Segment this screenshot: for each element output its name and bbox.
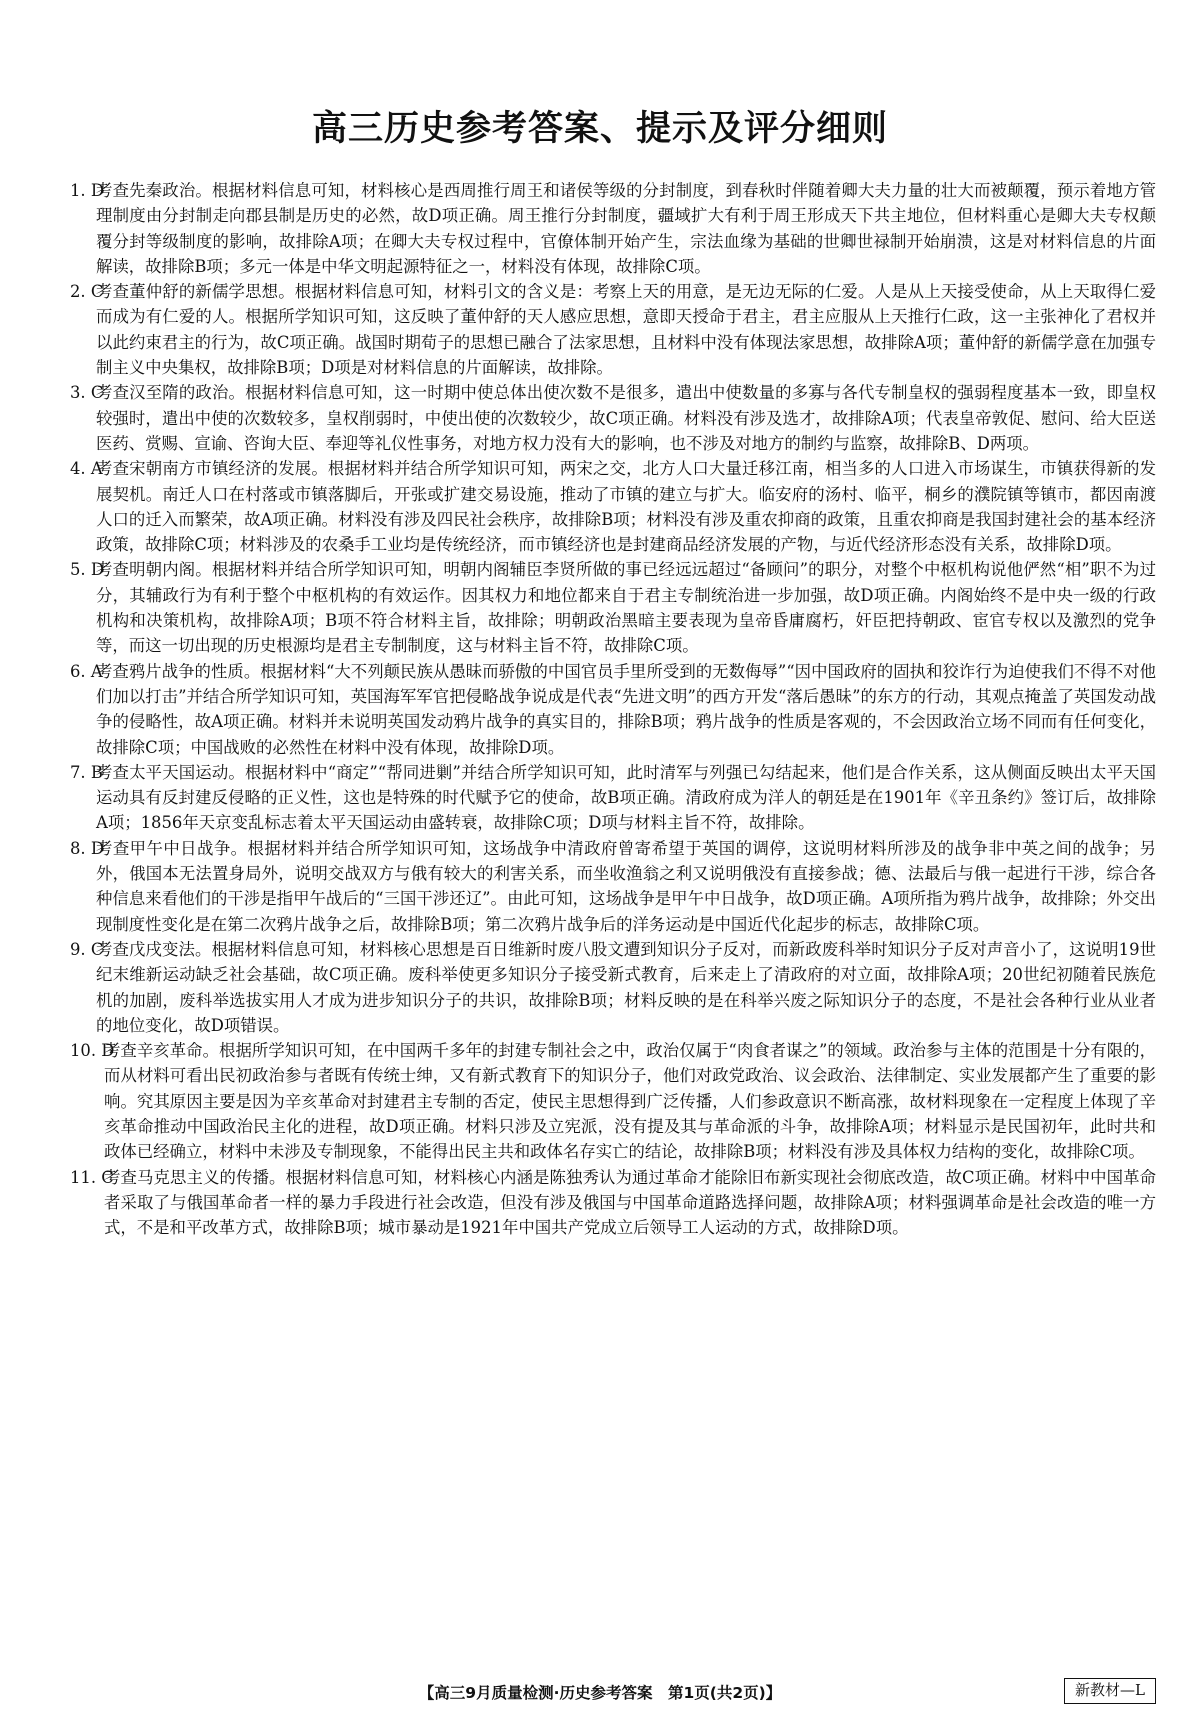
answer-item-3: [70, 380, 1156, 456]
answer-number: 5. D: [70, 560, 104, 580]
answer-item-5: [70, 557, 1156, 658]
answer-item-1: [70, 178, 1156, 279]
answer-text: 考查鸦片战争的性质。根据材料“大不列颠民族从愚昧而骄傲的中国官员手里所受到的无数侮辱”“因中国政府的固执和狡诈行为迫使我们不得不对他们加以打击”并结合所学知识可知，英国海军军官把侵略战争说成是代表“先进文明”的西方开发“落后愚昧”的东方的行动，其观点掩盖了英国发动战争的侵略性，故A项正确。材料并未说明英国发动鸦片战争的真实目的，排除B项；鸦片战争的性质是客观的，不会因政治立场不同而有任何变化，故排除C项；中国战败的必然性在材料中没有体现，故排除D项。: [96, 661, 1156, 757]
answer-text: 考查董仲舒的新儒学思想。根据材料信息可知，材料引文的含义是：考察上天的用意，是无边无际的仁爱。人是从上天接受使命，从上天取得仁爱而成为有仁爱的人。根据所学知识可知，这反映了董仲舒的天人感应思想，意即天授命于君主，君主应服从上天推行仁政，这一主张神化了君权并以此约束君主的行为，故C项正确。战国时期荀子的思想已融合了法家思想，且材料中没有体现法家思想，故排除A项；董仲舒的新儒学意在加强专制主义中央集权，故排除B项；D项是对材料信息的片面解读，故排除。: [96, 282, 1156, 378]
answer-text: 考查先秦政治。根据材料信息可知，材料核心是西周推行周王和诸侯等级的分封制度，到春秋时伴随着卿大夫力量的壮大而被颠覆，预示着地方管理制度由分封制走向郡县制是历史的必然，故D项正确。周王推行分封制度，疆域扩大有利于周王形成天下共主地位，但材料重心是卿大夫专权颠覆分封等级制度的影响，故排除A项；在卿大夫专权过程中，官僚体制开始产生，宗法血缘为基础的世卿世禄制开始崩溃，这是对材料信息的片面解读，故排除B项；多元一体是中华文明起源特征之一，材料没有体现，故排除C项。: [96, 181, 1156, 276]
answer-text: 考查甲午中日战争。根据材料并结合所学知识可知，这场战争中清政府曾寄希望于英国的调停，这说明材料所涉及的战争非中英之间的战争；另外，俄国本无法置身局外，说明交战双方与俄有较大的利害关系，而坐收渔翁之利又说明俄没有直接参战；德、法最后与俄一起进行干涉，综合各种信息来看他们的干涉是指甲午战后的“三国干涉还辽”。由此可知，这场战争是甲午中日战争，故D项正确。A项所指为鸦片战争，故排除；外交出现制度性变化是在第二次鸦片战争之后，故排除B项；第二次鸦片战争后的洋务运动是中国近代化起步的标志，故排除C项。: [96, 838, 1156, 934]
answer-text: 考查汉至隋的政治。根据材料信息可知，这一时期中使总体出使次数不是很多，遣出中使数量的多寡与各代专制皇权的强弱程度基本一致，即皇权较强时，遣出中使的次数较多，皇权削弱时，中使出使的次数较少，故C项正确。材料没有涉及选才，故排除A项；代表皇帝敦促、慰问、给大臣送医药、赏赐、宣谕、咨询大臣、奉迎等礼仪性事务，对地方权力没有大的影响，也不涉及对地方的制约与监察，故排除B、D两项。: [96, 383, 1156, 453]
edition-tag: 新教材—L: [1064, 1678, 1156, 1704]
answer-item-4: [70, 456, 1156, 557]
answer-number: 2. C: [70, 282, 104, 302]
answer-item-9: [70, 937, 1156, 1038]
answer-item-10: [70, 1038, 1156, 1164]
answer-item-2: [70, 279, 1156, 380]
answer-item-6: [70, 659, 1156, 760]
answer-text: 考查戊戌变法。根据材料信息可知，材料核心思想是百日维新时废八股文遭到知识分子反对，而新政废科举时知识分子反对声音小了，这说明19世纪末维新运动缺乏社会基础，故C项正确。废科举使更多知识分子接受新式教育，后来走上了清政府的对立面，故排除A项；20世纪初随着民族危机的加剧，废科举选拔实用人才成为进步知识分子的共识，故排除B项；材料反映的是在科举兴废之际知识分子的态度，不是社会各种行业从业者的地位变化，故D项错误。: [96, 939, 1156, 1035]
footer-page-info: 【高三9月质量检测·历史参考答案 第1页(共2页)】: [418, 1684, 782, 1702]
answer-number: 9. C: [70, 939, 104, 959]
answer-text: 考查辛亥革命。根据所学知识可知，在中国两千多年的封建专制社会之中，政治仅属于“肉食者谋之”的领域。政治参与主体的范围是十分有限的，而从材料可看出民初政治参与者既有传统士绅，又有新式教育下的知识分子，他们对政党政治、议会政治、法律制定、实业发展都产生了重要的影响。究其原因主要是因为辛亥革命对封建君主专制的否定，使民主思想得到广泛传播，人们参政意识不断高涨，故材料现象在一定程度上体现了辛亥革命推动中国政治民主化的进程，故D项正确。材料只涉及立宪派，没有提及其与革命派的斗争，故排除A项；材料显示是民国初年，此时共和政体已经确立，材料中未涉及专制现象，不能得出民主共和政体名存实亡的结论，故排除B项；材料没有涉及具体权力结构的变化，故排除C项。: [104, 1041, 1156, 1162]
answer-text: 考查太平天国运动。根据材料中“商定”“帮同进剿”并结合所学知识可知，此时清军与列强已勾结起来，他们是合作关系，这从侧面反映出太平天国运动具有反封建反侵略的正义性，这也是特殊的时代赋予它的使命，故B项正确。清政府成为洋人的朝廷是在1901年《辛丑条约》签订后，故排除A项；1856年天京变乱标志着太平天国运动由盛转衰，故排除C项；D项与材料主旨不符，故排除。: [96, 762, 1156, 833]
answer-text: 考查明朝内阁。根据材料并结合所学知识可知，明朝内阁辅臣李贤所做的事已经远远超过“备顾问”的职分，对整个中枢机构说他俨然“相”职不为过分，其辅政行为有利于整个中枢机构的有效运作。因其权力和地位都来自于君主专制统治进一步加强，故D项正确。内阁始终不是中央一级的行政机构和决策机构，故排除A项；B项不符合材料主旨，故排除；明朝政治黑暗主要表现为皇帝昏庸腐朽，奸臣把持朝政、宦官专权以及激烈的党争等，而这一切出现的历史根源均是君主专制制度，这与材料主旨不符，故排除C项。: [96, 560, 1156, 656]
answer-number: 10. D: [70, 1041, 115, 1061]
answer-text: 考查马克思主义的传播。根据材料信息可知，材料核心内涵是陈独秀认为通过革命才能除旧布新实现社会彻底改造，故C项正确。材料中中国革命者采取了与俄国革命者一样的暴力手段进行社会改造，但没有涉及俄国与中国革命道路选择问题，故排除A项；材料强调革命是社会改造的唯一方式，不是和平改革方式，故排除B项；城市暴动是1921年中国共产党成立后领导工人运动的方式，故排除D项。: [104, 1167, 1156, 1238]
answer-list: [70, 178, 1156, 1240]
answer-number: 6. A: [70, 661, 103, 681]
answer-text: 考查宋朝南方市镇经济的发展。根据材料并结合所学知识可知，两宋之交，北方人口大量迁移江南，相当多的人口进入市场谋生，市镇获得新的发展契机。南迁人口在村落或市镇落脚后，开张或扩建交易设施，推动了市镇的建立与扩大。临安府的汤村、临平，桐乡的濮院镇等镇市，都因南渡人口的迁入而繁荣，故A项正确。材料没有涉及四民社会秩序，故排除B项；材料没有涉及重农抑商的政策，且重农抑商是我国封建社会的基本经济政策，故排除C项；材料涉及的农桑手工业均是传统经济，而市镇经济也是封建商品经济发展的产物，与近代经济形态没有关系，故排除D项。: [96, 459, 1156, 555]
answer-number: 11. C: [70, 1167, 114, 1187]
answer-item-8: [70, 836, 1156, 937]
answer-number: 3. C: [70, 383, 104, 403]
page-footer: [0, 1677, 1200, 1707]
answer-number: 4. A: [70, 459, 103, 479]
page-title: 高三历史参考答案、提示及评分细则: [311, 109, 888, 149]
answer-item-7: [70, 760, 1156, 836]
answer-item-11: [70, 1165, 1156, 1241]
answer-number: 7. B: [70, 762, 103, 782]
answer-number: 8. D: [70, 838, 104, 858]
answer-number: 1. D: [70, 181, 104, 200]
